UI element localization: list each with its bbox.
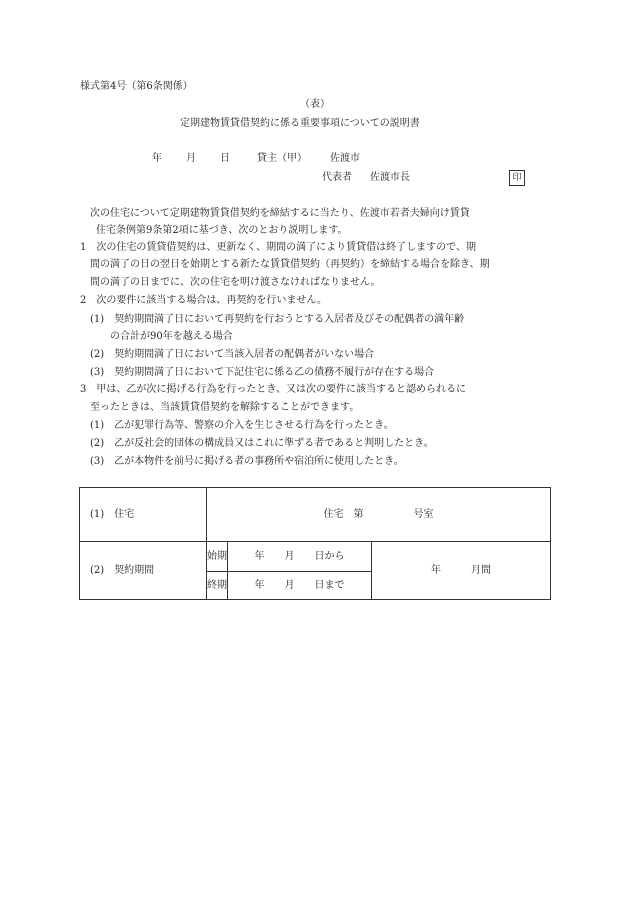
date-month: 月 [186,153,196,164]
clause-line: 間の満了の日までに、次の住宅を明け渡さなければなりません。 [80,277,381,288]
date-year: 年 [152,153,162,164]
document-title: 定期建物賃貸借契約に係る重要事項についての説明書 [180,118,420,129]
clause-line: (3) 乙が本物件を前号に掲げる者の事務所や宿泊所に使用したとき。 [80,456,404,467]
housing-label: (1) 住宅 [80,488,207,542]
start-label: 始期 [207,542,228,572]
clause-line: 至ったときは、当該賃貸借契約を解除することができます。 [80,402,360,413]
lessor-label: 貸主（甲） [257,153,307,164]
clause-line: 間の満了の日の翌日を始期とする新たな賃貸借契約（再契約）を締結する場合を除き、期 [80,259,490,270]
housing-value: 住宅 第 号室 [207,488,551,542]
duration-value: 年 月間 [372,542,551,600]
seal-stamp: 印 [509,170,525,186]
table-row [80,488,551,542]
clause-line: (1) 契約期間満了日において再契約を行おうとする入居者及びその配偶者の満年齢 [80,314,465,325]
clause-line: 3 甲は、乙が次に掲げる行為を行ったとき、又は次の要件に該当すると認められるに [80,384,466,395]
contract-period-label: (2) 契約期間 [80,542,207,600]
clause-line: の合計が90年を越える場合 [80,331,233,342]
representative-value: 佐渡市長 [370,172,410,183]
date-day: 日 [220,153,230,164]
clause-line: (3) 契約期間満了日において下記住宅に係る乙の債務不履行が存在する場合 [80,367,435,378]
intro-line: 次の住宅について定期建物賃貸借契約を締結するに当たり、佐渡市若者夫婦向け賃貸 [80,208,470,219]
clause-line: (1) 乙が犯罪行為等、警察の介入を生じさせる行為を行ったとき。 [80,420,394,431]
lessor-value: 佐渡市 [330,153,360,164]
front-side-marker: （表） [300,99,330,110]
end-value: 年 月 日まで [228,572,372,600]
end-label: 終期 [207,572,228,600]
clause-line: 1 次の住宅の賃貸借契約は、更新なく、期間の満了により賃貸借は終了しますので、期 [80,242,476,253]
intro-line: 住宅条例第9条第2項に基づき、次のとおり説明します。 [96,225,348,236]
table-row [80,542,551,572]
form-number: 様式第4号（第6条関係） [80,81,193,92]
clause-line: (2) 乙が反社会的団体の構成員又はこれに準ずる者であると判明したとき。 [80,438,434,449]
start-value: 年 月 日から [228,542,372,572]
clause-line: (2) 契約期間満了日において当該入居者の配偶者がいない場合 [80,349,375,360]
clause-line: 2 次の要件に該当する場合は、再契約を行いません。 [80,295,327,306]
representative-label: 代表者 [322,172,352,183]
info-table [79,487,551,600]
